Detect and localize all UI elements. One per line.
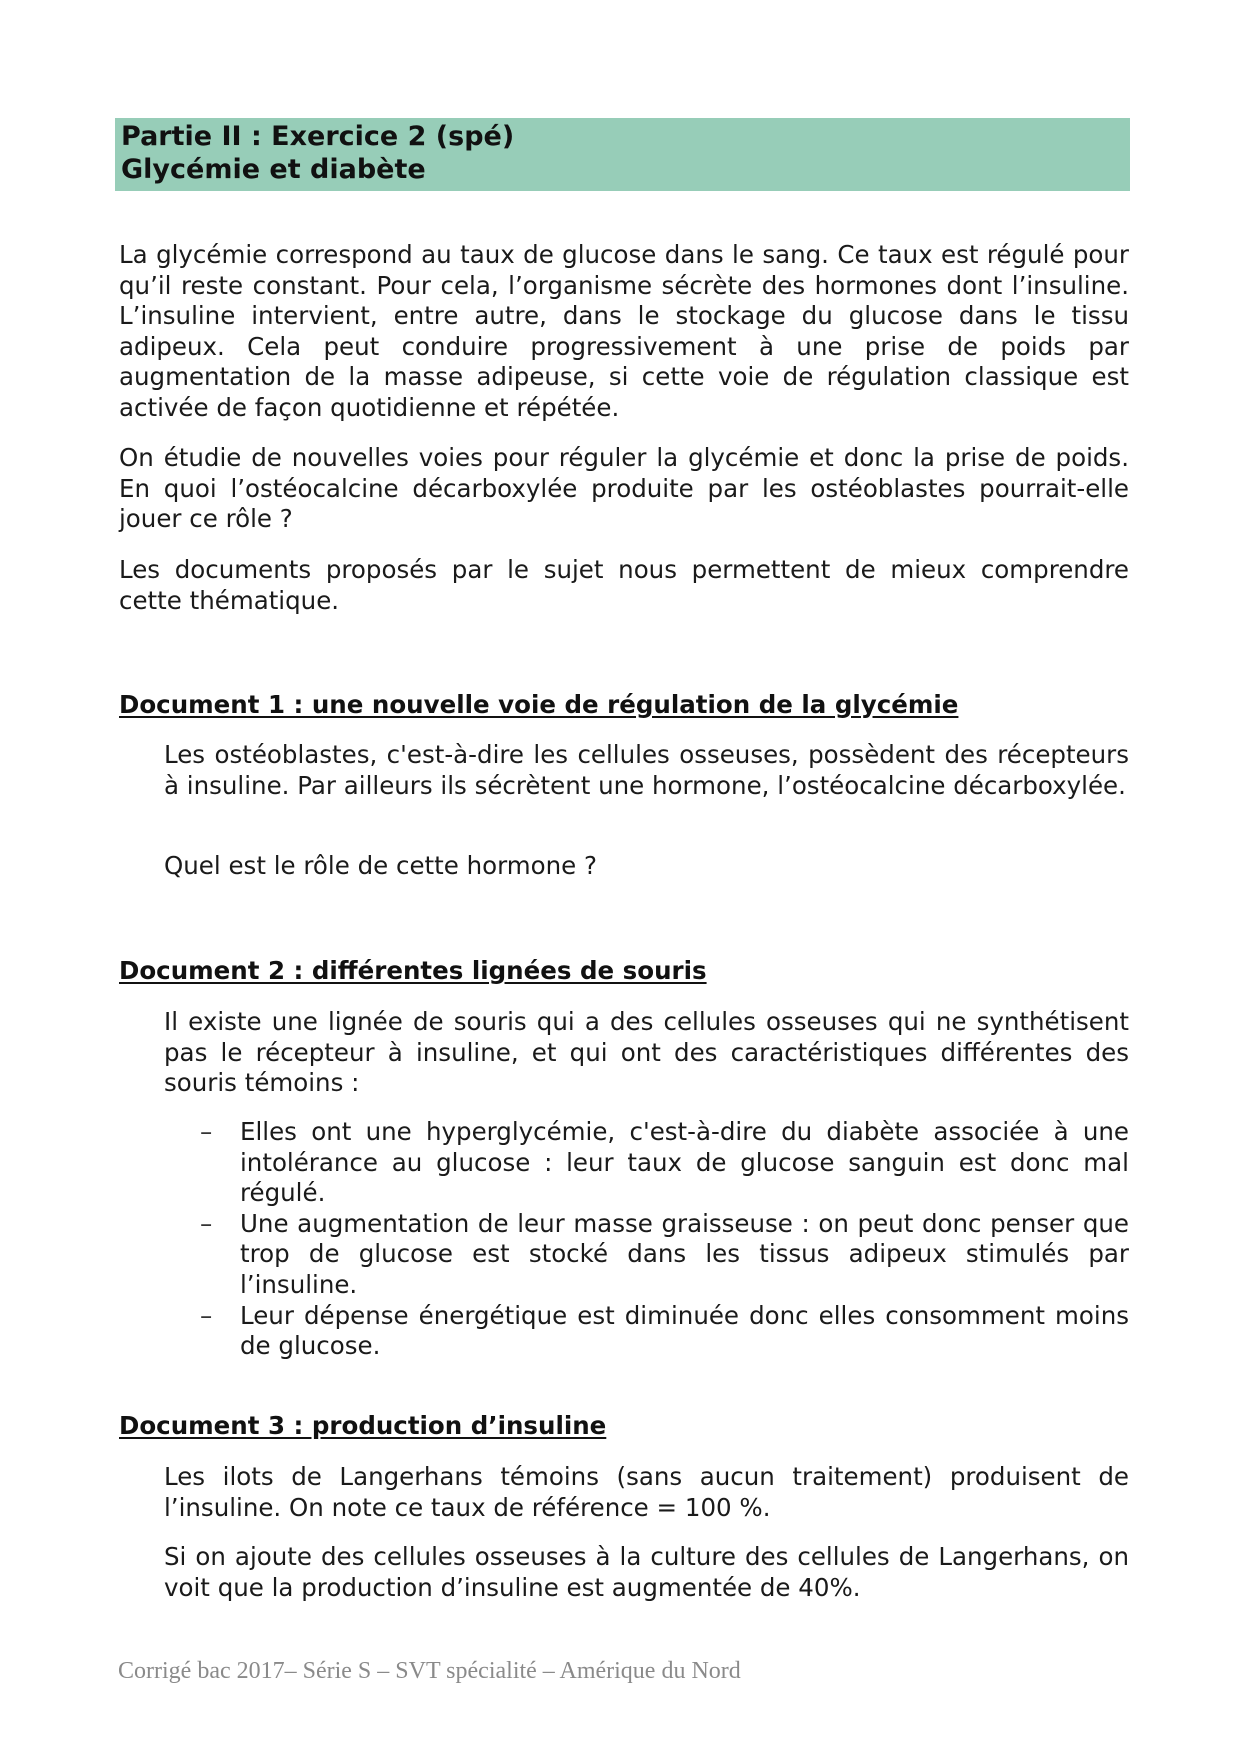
title-banner: [115, 118, 1130, 191]
document-3-heading: Document 3 : production d’insuline: [119, 1411, 607, 1440]
document-3-paragraph-1: Les ilots de Langerhans témoins (sans aucun traitement) produisent de l’insuline. On note ce taux de référence = 100 %.: [164, 1462, 1129, 1522]
intro-paragraph-3: Les documents proposés par le sujet nous permettent de mieux comprendre cette thématique.: [119, 555, 1129, 615]
bullet-text: Elles ont une hyperglycémie, c'est-à-dire du diabète associée à une intolérance au glucose : leur taux de glucose sanguin est donc mal régulé.: [240, 1117, 1129, 1208]
bullet-item-hyperglycemia: [200, 1117, 1129, 1209]
page-footer: Corrigé bac 2017– Série S – SVT spécialité – Amérique du Nord: [118, 1658, 741, 1684]
bullet-item-energy: [200, 1301, 1129, 1362]
document-2-bullet-list: [200, 1117, 1129, 1362]
document-1-paragraph-2: Quel est le rôle de cette hormone ?: [164, 851, 598, 880]
document-1-heading: Document 1 : une nouvelle voie de régulation de la glycémie: [119, 690, 959, 719]
exercise-title: Partie II : Exercice 2 (spé): [121, 121, 515, 152]
document-1-paragraph-1: Les ostéoblastes, c'est-à-dire les cellules osseuses, possèdent des récepteurs à insuline. Par ailleurs ils sécrètent une hormone, l’ostéocalcine décarboxylée.: [164, 740, 1129, 800]
document-2-paragraph-1: Il existe une lignée de souris qui a des cellules osseuses qui ne synthétisent pas le récepteur à insuline, et qui ont des caractéristiques différentes des souris témoins :: [164, 1007, 1129, 1098]
intro-paragraph-1: La glycémie correspond au taux de glucose dans le sang. Ce taux est régulé pour qu’il reste constant. Pour cela, l’organisme sécrète des hormones dont l’insuline. L’insuline intervient, entre autre, dans le stockage du glucose dans le tissu adipeux. Cela peut conduire progressivement à une prise de poids par augmentation de la masse adipeuse, si cette voie de régulation classique est activée de façon quotidienne et répétée.: [119, 240, 1129, 422]
exercise-subtitle: Glycémie et diabète: [121, 154, 426, 185]
document-2-heading: Document 2 : différentes lignées de souris: [119, 956, 707, 985]
document-3-paragraph-2: Si on ajoute des cellules osseuses à la culture des cellules de Langerhans, on voit que la production d’insuline est augmentée de 40%.: [164, 1542, 1129, 1602]
bullet-dash: –: [200, 1300, 213, 1330]
bullet-text: Une augmentation de leur masse graisseuse : on peut donc penser que trop de glucose est stocké dans les tissus adipeux stimulés par l’insuline.: [240, 1208, 1129, 1299]
bullet-dash: –: [200, 1208, 213, 1238]
bullet-text: Leur dépense énergétique est diminuée donc elles consomment moins de glucose.: [240, 1300, 1129, 1361]
intro-paragraph-2: On étudie de nouvelles voies pour réguler la glycémie et donc la prise de poids. En quoi l’ostéocalcine décarboxylée produite par les ostéoblastes pourrait-elle jouer ce rôle ?: [119, 443, 1129, 534]
bullet-dash: –: [200, 1117, 213, 1146]
bullet-item-fat-mass: [200, 1209, 1129, 1301]
